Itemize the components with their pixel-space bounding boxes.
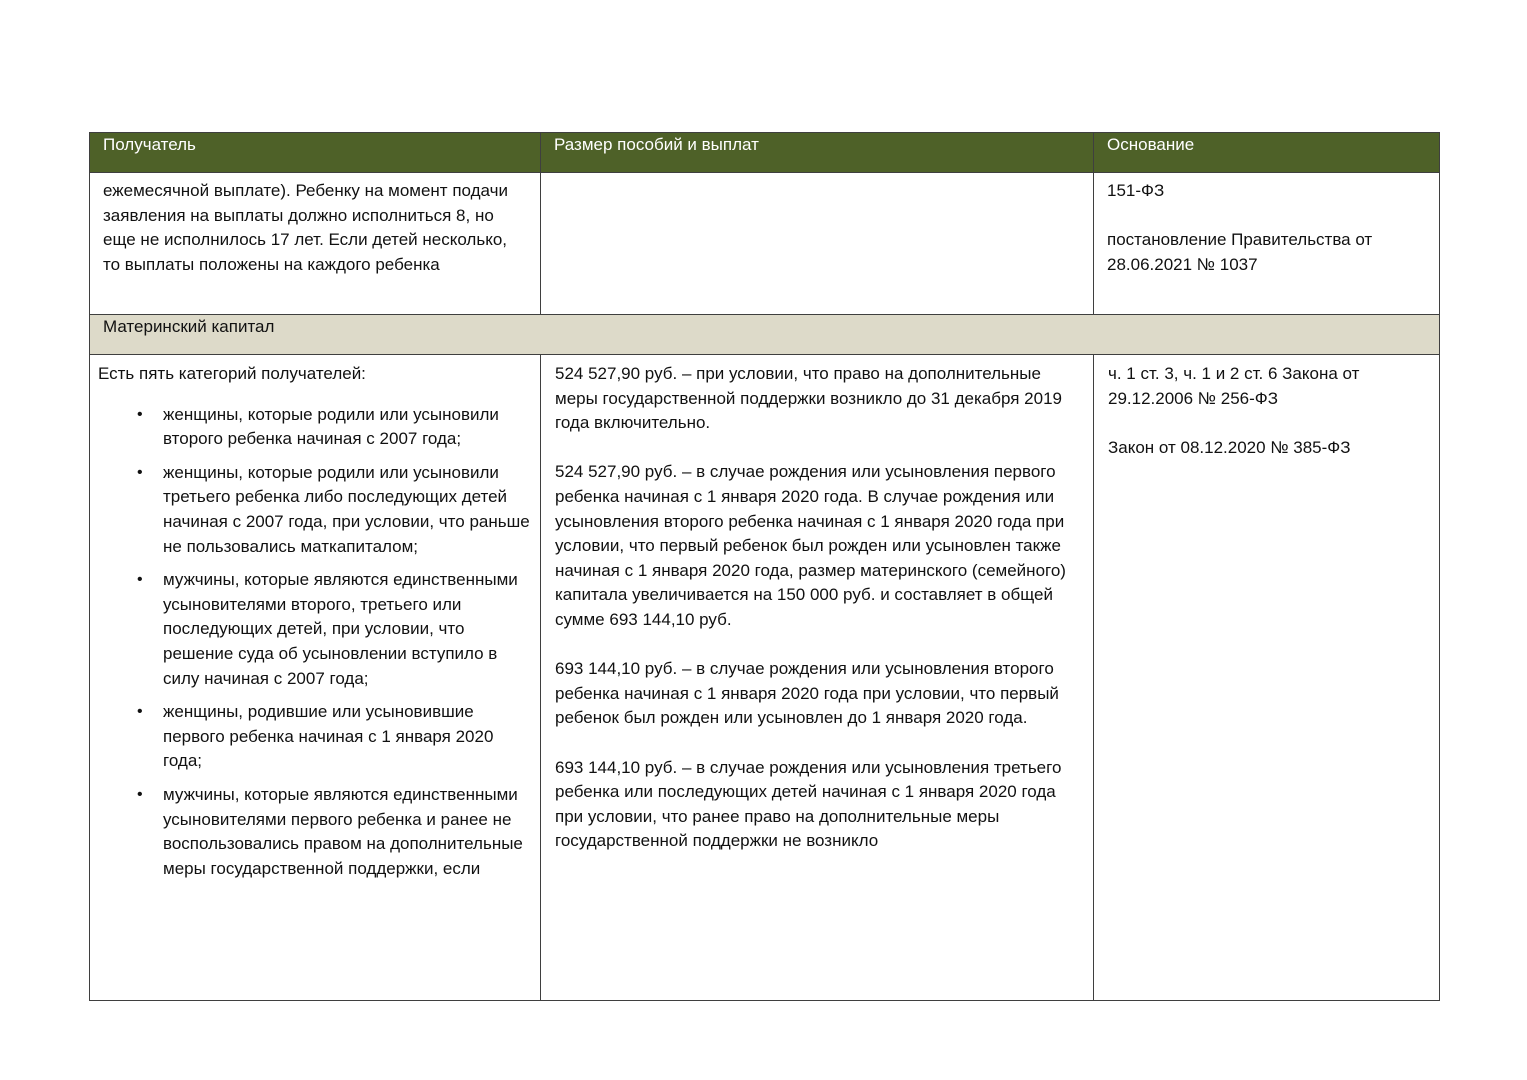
list-item: [98, 403, 532, 452]
bullet-icon: •: [137, 463, 143, 481]
basis-paragraph: Закон от 08.12.2020 № 385-ФЗ: [1108, 437, 1351, 457]
table-header-row: [90, 133, 1440, 173]
amount-paragraph: 693 144,10 руб. – в случае рождения или усыновления второго ребенка начиная с 1 января 2020 года при условии, что первый ребенок был рожден или усыновлен до 1 января 2020 года.: [555, 659, 1059, 728]
list-item: [98, 461, 532, 559]
amount-paragraph: 524 527,90 руб. – при условии, что право на дополнительные меры государственной поддержки возникло до 31 декабря 2019 года включительно.: [555, 364, 1062, 433]
bullet-icon: •: [137, 405, 143, 423]
bullet-icon: •: [137, 703, 143, 721]
section-header-row: [90, 315, 1440, 355]
header-recipient: Получатель: [90, 133, 541, 173]
section-title: Материнский капитал: [90, 315, 1440, 355]
cell-amount: [541, 355, 1094, 1001]
basis-paragraph: ч. 1 ст. 3, ч. 1 и 2 ст. 6 Закона от 29.12.2006 № 256-ФЗ: [1108, 364, 1360, 408]
amount-paragraph: 693 144,10 руб. – в случае рождения или усыновления третьего ребенка или последующих детей начиная с 1 января 2020 года при условии, что ранее право на дополнительные меры государственной поддержки не возникло: [555, 757, 1062, 851]
list-item: [98, 568, 532, 691]
table-row: [90, 173, 1440, 315]
list-item-text: женщины, которые родили или усыновили третьего ребенка либо последующих детей начиная с 2007 года, при условии, что раньше не пользовались маткапиталом;: [163, 462, 530, 556]
header-amount: Размер пособий и выплат: [541, 133, 1094, 173]
cell-amount: [541, 173, 1094, 315]
list-item: [98, 700, 532, 774]
cell-recipient: [90, 173, 541, 315]
list-item-text: женщины, родившие или усыновившие первого ребенка начиная с 1 января 2020 года;: [163, 702, 494, 771]
recipient-text: ежемесячной выплате). Ребенку на момент подачи заявления на выплаты должно исполниться 8, но еще не исполнилось 17 лет. Если детей несколько, то выплаты положены на каждого ребенка: [103, 181, 508, 274]
list-item-text: мужчины, которые являются единственными усыновителями второго, третьего или последующих детей, при условии, что решение суда об усыновлении вступило в силу начиная с 2007 года;: [163, 570, 518, 688]
list-item-text: женщины, которые родили или усыновили второго ребенка начиная с 2007 года;: [163, 404, 499, 449]
amount-paragraph: 524 527,90 руб. – в случае рождения или усыновления первого ребенка начиная с 1 января 2020 года. В случае рождения или усыновления второго ребенка начиная с 1 января 2020 года при условии, что первый ребенок был рожден или усыновлен также начиная с 1 января 2020 года, размер материнского (семейного) капитала увеличивается на 150 000 руб. и составляет в общей сумме 693 144,10 руб.: [555, 462, 1066, 629]
recipient-intro: Есть пять категорий получателей:: [98, 364, 366, 383]
bullet-icon: •: [137, 571, 143, 589]
basis-line: 151-ФЗ: [1107, 181, 1165, 200]
cell-basis: [1094, 173, 1440, 315]
basis-line: постановление Правительства от 28.06.2021 № 1037: [1107, 230, 1373, 274]
recipient-list: [98, 403, 532, 882]
header-basis: Основание: [1094, 133, 1440, 173]
list-item-text: мужчины, которые являются единственными усыновителями первого ребенка и ранее не воспользовались правом на дополнительные меры государственной поддержки, если: [163, 784, 523, 878]
benefits-table: [89, 132, 1440, 1001]
list-item: [98, 783, 532, 881]
cell-recipient: [90, 355, 541, 1001]
bullet-icon: •: [137, 785, 143, 803]
table-row: [90, 355, 1440, 1001]
cell-basis: [1094, 355, 1440, 1001]
